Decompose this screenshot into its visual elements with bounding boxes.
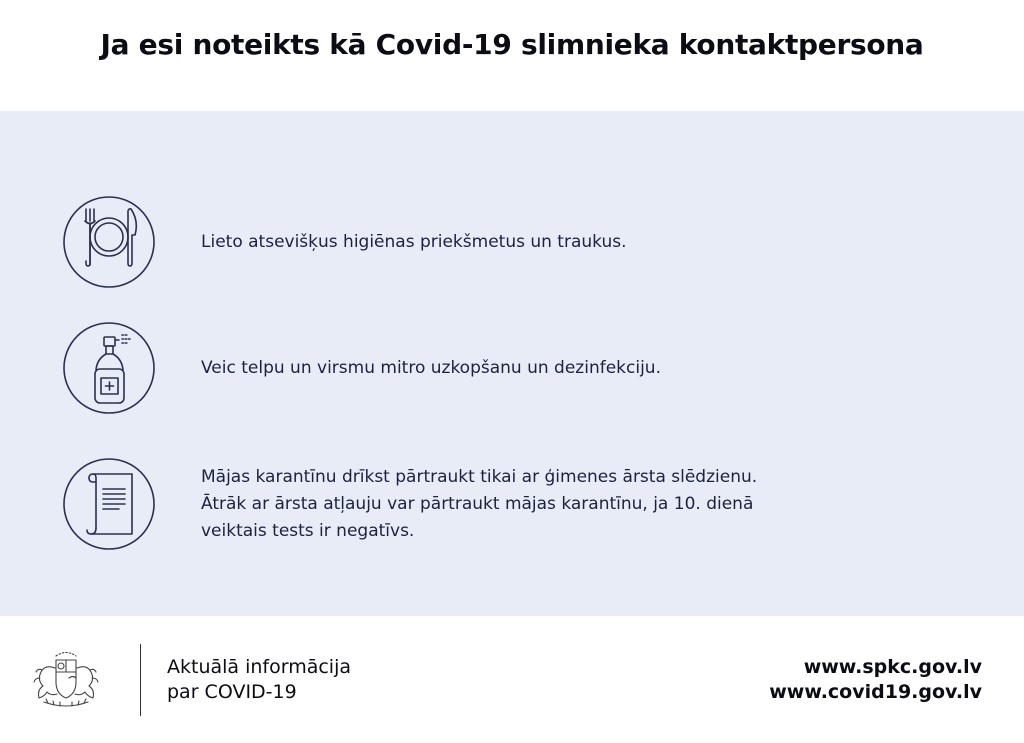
footer-info-line1: Aktuālā informācija — [167, 656, 352, 678]
footer-info-line2: par COVID-19 — [167, 681, 297, 703]
footer-links — [769, 655, 982, 705]
coat-of-arms-icon — [30, 648, 102, 710]
footer-info — [167, 655, 351, 705]
plate-cutlery-icon — [62, 195, 156, 289]
item-text: Veic telpu un virsmu mitro uzkopšanu un dezinfekciju. — [201, 357, 661, 378]
item-text: Mājas karantīnu drīkst pārtraukt tikai ar ģimenes ārsta slēdzienu. Ātrāk ar ārsta atļauju var pārtraukt mājas karantīnu, ja 10. dienā veiktais tests ir negatīvs. — [201, 466, 758, 541]
footer-divider — [140, 644, 141, 716]
item-text: Lieto atsevišķus higiēnas priekšmetus un traukus. — [201, 231, 627, 252]
list-item-hygiene — [62, 195, 627, 289]
list-item-quarantine — [62, 457, 757, 551]
covid19-link[interactable]: www.covid19.gov.lv — [769, 681, 982, 703]
spkc-link[interactable]: www.spkc.gov.lv — [803, 656, 982, 678]
page-title: Ja esi noteikts kā Covid-19 slimnieka kontaktpersona — [100, 28, 924, 61]
document-scroll-icon — [62, 457, 156, 551]
list-item-cleaning — [62, 321, 661, 415]
spray-bottle-icon — [62, 321, 156, 415]
